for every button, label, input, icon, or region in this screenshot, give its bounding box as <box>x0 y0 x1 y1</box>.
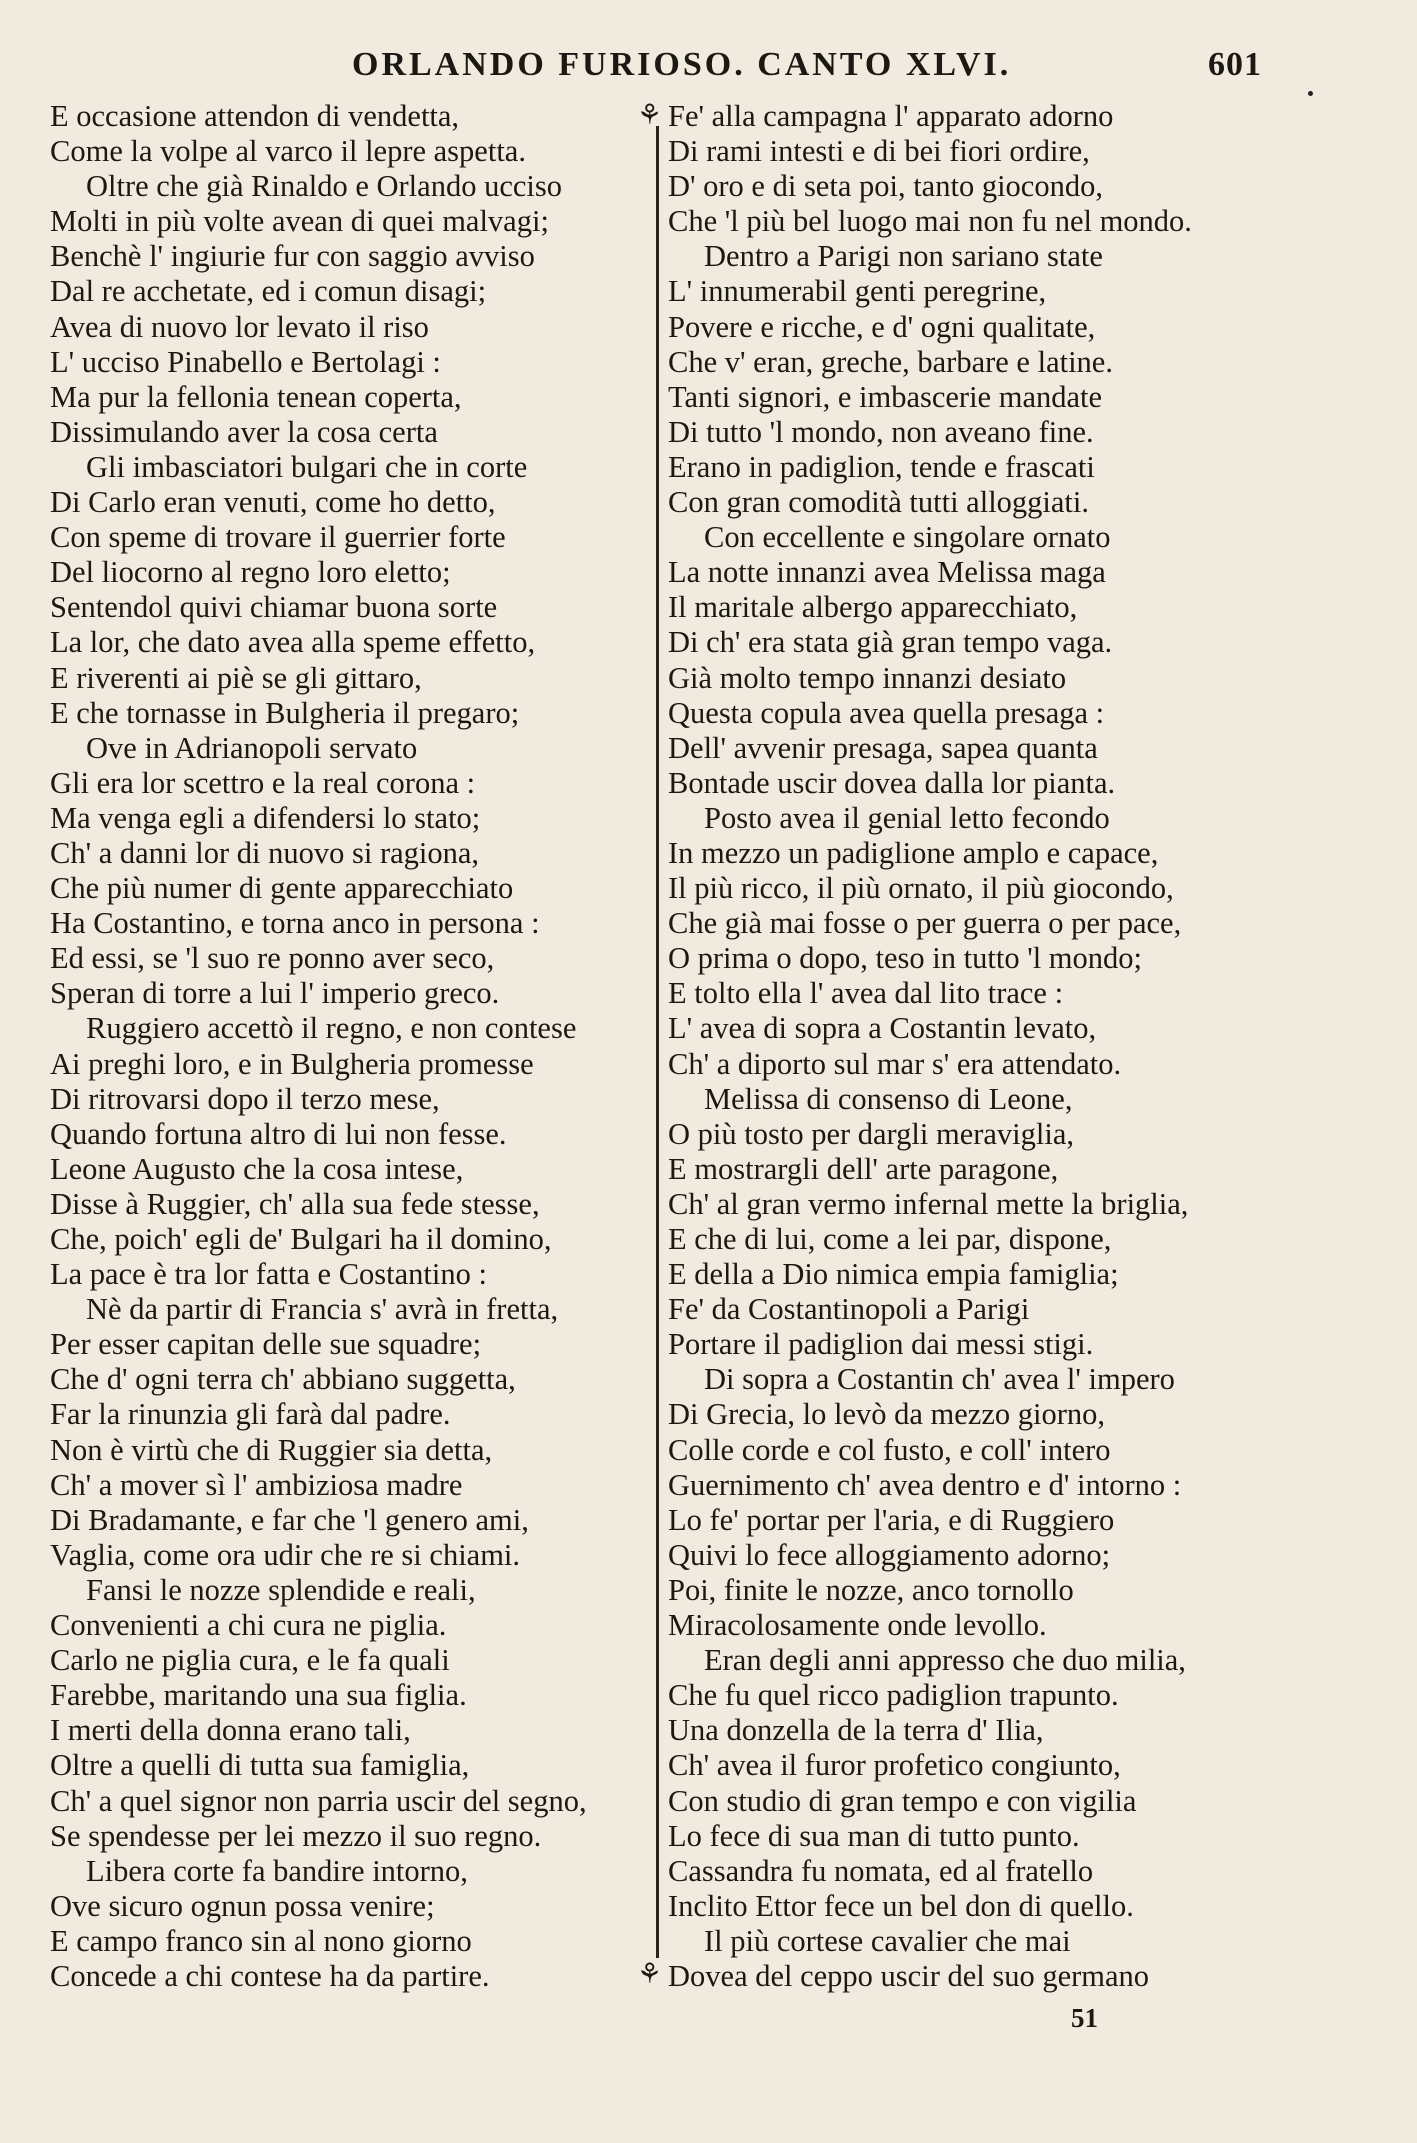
verse-line: E riverenti ai piè se gli gittaro, <box>50 660 422 695</box>
verse-line: Di Bradamante, e far che 'l genero ami, <box>50 1502 529 1537</box>
verse-line: Che v' eran, greche, barbare e latine. <box>668 344 1113 379</box>
verse-line: Già molto tempo innanzi desiato <box>668 660 1067 695</box>
verse-line: Una donzella de la terra d' Ilia, <box>668 1713 1044 1748</box>
verse-line: La pace è tra lor fatta e Costantino : <box>50 1257 487 1292</box>
verse-line: Gli imbasciatori bulgari che in corte <box>86 449 528 484</box>
verse-line: Bontade uscir dovea dalla lor pianta. <box>668 765 1116 800</box>
verse-line: In mezzo un padiglione amplo e capace, <box>668 835 1159 870</box>
verse-line: Per esser capitan delle sue squadre; <box>50 1327 482 1362</box>
verse-line: Fe' alla campagna l' apparato adorno <box>668 99 1114 133</box>
verse-line: Ma pur la fellonia tenean coperta, <box>50 379 462 414</box>
verse-line: Posto avea il genial letto fecondo <box>704 800 1110 835</box>
column-divider <box>656 126 659 1958</box>
verse-line: Con studio di gran tempo e con vigilia <box>668 1783 1137 1818</box>
verse-line: Nè da partir di Francia s' avrà in fretta, <box>86 1292 559 1327</box>
signature-mark: 51 <box>1071 2003 1098 2033</box>
verse-line: Ma venga egli a difendersi lo stato; <box>50 800 481 835</box>
verse-line: D' oro e di seta poi, tanto giocondo, <box>668 169 1103 204</box>
verse-line: Libera corte fa bandire intorno, <box>86 1853 468 1888</box>
verse-line: E della a Dio nimica empia famiglia; <box>668 1257 1119 1292</box>
verse-line: Fansi le nozze splendide e reali, <box>86 1572 476 1607</box>
verse-line: Del liocorno al regno loro eletto; <box>50 555 451 590</box>
verse-line: Di Carlo eran venuti, come ho detto, <box>50 485 496 520</box>
verse-line: Quando fortuna altro di lui non fesse. <box>50 1116 507 1151</box>
verse-line: Ed essi, se 'l suo re ponno aver seco, <box>50 941 495 976</box>
verse-line: Far la rinunzia gli farà dal padre. <box>50 1397 451 1432</box>
verse-line: Di rami intesti e di bei fiori ordire, <box>668 134 1090 169</box>
verse-line: Che 'l più bel luogo mai non fu nel mondo. <box>668 204 1192 239</box>
verse-line: Sentendol quivi chiamar buona sorte <box>50 590 498 625</box>
verse-line: Il più cortese cavalier che mai <box>704 1923 1071 1958</box>
verse-line: O prima o dopo, teso in tutto 'l mondo; <box>668 941 1142 976</box>
verse-line: La notte innanzi avea Melissa maga <box>668 555 1106 590</box>
verse-line: Non è virtù che di Ruggier sia detta, <box>50 1432 493 1467</box>
verse-line: Con speme di trovare il guerrier forte <box>50 520 506 555</box>
verse-line: Ch' a danni lor di nuovo si ragiona, <box>50 835 480 870</box>
verse-line: Quivi lo fece alloggiamento adorno; <box>668 1537 1111 1572</box>
right-column <box>668 99 1388 1994</box>
verse-line: Carlo ne piglia cura, e le fa quali <box>50 1643 450 1678</box>
verse-line: E che di lui, come a lei par, dispone, <box>668 1222 1112 1256</box>
verse-line: Come la volpe al varco il lepre aspetta. <box>50 134 526 169</box>
verse-line: Leone Augusto che la cosa intese, <box>50 1151 464 1186</box>
verse-line: L' avea di sopra a Costantin levato, <box>668 1011 1097 1046</box>
verse-line: Povere e ricche, e d' ogni qualitate, <box>668 309 1096 344</box>
verse-line: Guernimento ch' avea dentro e d' intorno : <box>668 1467 1182 1502</box>
verse-line: Ch' a quel signor non parria uscir del segno, <box>50 1783 587 1818</box>
verse-line: Portare il padiglion dai messi stigi. <box>668 1327 1094 1362</box>
verse-line: Con gran comodità tutti alloggiati. <box>668 485 1089 520</box>
verse-line: Benchè l' ingiurie fur con saggio avviso <box>50 239 535 274</box>
verse-line: Dovea del ceppo uscir del suo germano <box>668 1958 1150 1993</box>
verse-line: Ove in Adrianopoli servato <box>86 730 418 765</box>
verse-line: L' ucciso Pinabello e Bertolagi : <box>50 344 441 379</box>
verse-line: Dentro a Parigi non sariano state <box>704 239 1103 274</box>
verse-line: Inclito Ettor fece un bel don di quello. <box>668 1888 1134 1923</box>
verse-line: Ch' al gran vermo infernal mette la briglia, <box>668 1186 1189 1221</box>
left-column <box>50 99 650 1994</box>
verse-line: O più tosto per dargli meraviglia, <box>668 1116 1075 1151</box>
ink-speck <box>1308 91 1313 96</box>
verse-line: Ha Costantino, e torna anco in persona : <box>50 906 540 941</box>
verse-line: Disse à Ruggier, ch' alla sua fede stesse, <box>50 1186 540 1221</box>
verse-line: Che fu quel ricco padiglion trapunto. <box>668 1678 1119 1713</box>
verse-line: Ai preghi loro, e in Bulgheria promesse <box>50 1046 534 1081</box>
verse-line: Avea di nuovo lor levato il riso <box>50 309 429 344</box>
verse-line: Ch' a diporto sul mar s' era attendato. <box>668 1046 1122 1081</box>
verse-line: Che già mai fosse o per guerra o per pace, <box>668 906 1182 941</box>
verse-line: Ove sicuro ognun possa venire; <box>50 1888 435 1923</box>
verse-line: Gli era lor scettro e la real corona : <box>50 765 476 800</box>
verse-line: Oltre a quelli di tutta sua famiglia, <box>50 1748 470 1783</box>
verse-line: Vaglia, come ora udir che re si chiami. <box>50 1537 521 1572</box>
verse-line: Tanti signori, e imbascerie mandate <box>668 379 1103 414</box>
verse-line: Colle corde e col fusto, e coll' intero <box>668 1432 1111 1467</box>
verse-line: Che, poich' egli de' Bulgari ha il domino, <box>50 1222 552 1256</box>
verse-line: Ch' avea il furor profetico congiunto, <box>668 1748 1121 1783</box>
verse-line: Ch' a mover sì l' ambiziosa madre <box>50 1467 463 1502</box>
verse-line: Di ch' era stata già gran tempo vaga. <box>668 625 1113 660</box>
verse-line: Di Grecia, lo levò da mezzo giorno, <box>668 1397 1106 1432</box>
verse-line: E campo franco sin al nono giorno <box>50 1923 472 1958</box>
verse-line: Il più ricco, il più ornato, il più giocondo, <box>668 871 1174 906</box>
verse-line: Eran degli anni appresso che duo milia, <box>704 1643 1186 1678</box>
verse-line: Miracolosamente onde levollo. <box>668 1608 1047 1643</box>
verse-line: Con eccellente e singolare ornato <box>704 520 1111 555</box>
verse-line: Convenienti a chi cura ne piglia. <box>50 1608 447 1643</box>
verse-line: Di ritrovarsi dopo il terzo mese, <box>50 1081 440 1116</box>
verse-line: Dal re acchetate, ed i comun disagi; <box>50 274 487 309</box>
page-number: 601 <box>1208 46 1262 83</box>
verse-line: Di tutto 'l mondo, non aveano fine. <box>668 414 1094 449</box>
verse-line: Questa copula avea quella presaga : <box>668 695 1105 730</box>
verse-line: Lo fe' portar per l'aria, e di Ruggiero <box>668 1502 1115 1537</box>
verse-line: Che d' ogni terra ch' abbiano suggetta, <box>50 1362 516 1397</box>
verse-line: Oltre che già Rinaldo e Orlando ucciso <box>86 169 562 204</box>
verse-line: E tolto ella l' avea dal lito trace : <box>668 976 1064 1011</box>
verse-line: E occasione attendon di vendetta, <box>50 99 460 133</box>
verse-line: E mostrargli dell' arte paragone, <box>668 1151 1059 1186</box>
verse-line: Molti in più volte avean di quei malvagi; <box>50 204 549 239</box>
verse-line: Speran di torre a lui l' imperio greco. <box>50 976 500 1011</box>
fleuron-bottom-icon: ⚘ <box>637 1957 663 1990</box>
verse-line: Dell' avvenir presaga, sapea quanta <box>668 730 1098 765</box>
verse-line: Ruggiero accettò il regno, e non contese <box>86 1011 577 1046</box>
verse-line: Dissimulando aver la cosa certa <box>50 414 438 449</box>
verse-line: La lor, che dato avea alla speme effetto, <box>50 625 536 660</box>
verse-line: Il maritale albergo apparecchiato, <box>668 590 1078 625</box>
verse-line: Poi, finite le nozze, anco tornollo <box>668 1572 1074 1607</box>
verse-line: Melissa di consenso di Leone, <box>704 1081 1073 1116</box>
verse-line: I merti della donna erano tali, <box>50 1713 411 1748</box>
verse-line: Se spendesse per lei mezzo il suo regno. <box>50 1818 542 1853</box>
verse-line: Che più numer di gente apparecchiato <box>50 871 514 906</box>
verse-line: Di sopra a Costantin ch' avea l' impero <box>704 1362 1175 1397</box>
page-header <box>0 46 1417 92</box>
verse-line: Farebbe, maritando una sua figlia. <box>50 1678 467 1713</box>
verse-line: Concede a chi contese ha da partire. <box>50 1958 490 1993</box>
running-title: ORLANDO FURIOSO. CANTO XLVI. <box>352 46 1012 83</box>
verse-line: Erano in padiglion, tende e frascati <box>668 449 1095 484</box>
verse-line: Cassandra fu nomata, ed al fratello <box>668 1853 1094 1888</box>
fleuron-top-icon: ⚘ <box>637 98 663 131</box>
verse-line: L' innumerabil genti peregrine, <box>668 274 1047 309</box>
verse-line: Fe' da Costantinopoli a Parigi <box>668 1292 1030 1327</box>
verse-line: Lo fece di sua man di tutto punto. <box>668 1818 1080 1853</box>
verse-line: E che tornasse in Bulgheria il pregaro; <box>50 695 520 730</box>
